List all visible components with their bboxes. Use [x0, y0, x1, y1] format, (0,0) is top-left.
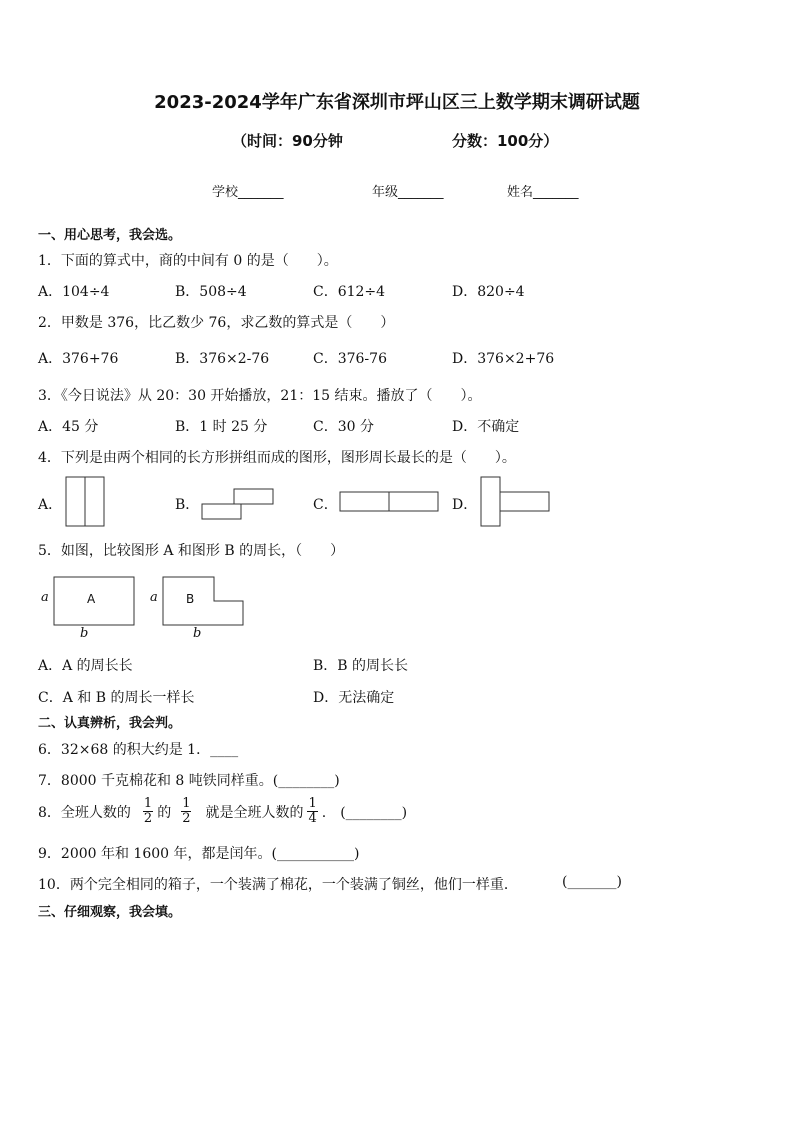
q1-option-c: C．612÷4	[313, 284, 386, 300]
q5-shape-b	[163, 577, 243, 625]
q5-shape-a-label: A	[87, 592, 96, 606]
q8-middle-2: 就是全班人数的	[205, 804, 304, 821]
q8-f3-numerator: 1	[308, 796, 317, 811]
question-6: 6．32×68 的积大约是 1．____	[38, 742, 239, 758]
q10-answer-blank: (_______)	[562, 874, 622, 890]
q5-label-b-side-2: b	[193, 626, 202, 641]
question-2: 2．甲数是 376，比乙数少 76，求乙数的算式是（ ）	[38, 315, 395, 331]
q5-label-a-side-2: a	[150, 590, 158, 605]
q1-option-d: D．820÷4	[452, 284, 525, 300]
q8-suffix: . (________)	[321, 804, 408, 821]
q8-f1-numerator: 1	[143, 796, 153, 811]
q1-option-a: A．104÷4	[38, 284, 110, 300]
q4-option-c: C．	[313, 497, 338, 513]
q3-option-d: D．不确定	[452, 419, 520, 435]
question-4: 4．下列是由两个相同的长方形拼组而成的图形，图形周长最长的是（ ）。	[38, 450, 516, 466]
q5-label-a-side: a	[41, 590, 49, 605]
section-3-heading: 三、仔细观察，我会填。	[38, 905, 182, 920]
q8-f2-denominator: 2	[182, 811, 191, 826]
q5-option-c: C．A 和 B 的周长一样长	[38, 690, 195, 706]
question-3: 3．《今日说法》从 20：30 开始播放，21：15 结束。播放了（ ）。	[38, 388, 482, 404]
question-7: 7．8000 千克棉花和 8 吨铁同样重。(________)	[38, 773, 340, 789]
q8-middle-1: 的	[157, 804, 172, 821]
section-2-heading: 二、认真辨析，我会判。	[38, 716, 182, 731]
q5-label-b-side: b	[80, 626, 89, 641]
section-1-heading: 一、用心思考，我会选。	[38, 228, 182, 243]
q5-shape-b-label: B	[186, 592, 195, 606]
q2-option-a: A．376+76	[38, 351, 119, 367]
question-8	[38, 797, 407, 826]
question-9: 9．2000 年和 1600 年，都是闰年。(___________)	[38, 846, 360, 862]
question-10: 10．两个完全相同的箱子，一个装满了棉花，一个装满了铜丝，他们一样重．	[38, 877, 518, 893]
page-title: 2023-2024学年广东省深圳市坪山区三上数学期末调研试题	[154, 92, 640, 113]
q8-fraction-2	[181, 797, 191, 826]
q3-option-a: A．45 分	[38, 419, 99, 435]
q2-option-d: D．376×2+76	[452, 351, 555, 367]
q5-option-a: A．A 的周长长	[38, 658, 133, 674]
exam-score: 分数：100分）	[452, 132, 559, 150]
q8-f2-numerator: 1	[182, 796, 191, 811]
question-1: 1．下面的算式中，商的中间有 0 的是（ ）。	[38, 253, 338, 269]
q2-option-c: C．376-76	[313, 351, 387, 367]
q8-f3-denominator: 4	[308, 811, 317, 826]
q8-prefix: 8．全班人数的	[38, 804, 131, 821]
name-field: 姓名_______	[507, 185, 579, 200]
q2-option-b: B．376×2-76	[175, 351, 270, 367]
q4-option-b: B．	[175, 497, 200, 513]
grade-field: 年级_______	[372, 185, 444, 200]
exam-time: （时间：90分钟	[232, 132, 343, 150]
q4-option-a: A．	[38, 497, 63, 513]
q3-option-c: C．30 分	[313, 419, 374, 435]
q8-fraction-3	[307, 797, 317, 826]
q8-f1-denominator: 2	[143, 811, 153, 826]
school-field: 学校_______	[212, 185, 284, 200]
q3-option-b: B．1 时 25 分	[175, 419, 268, 435]
q1-option-b: B．508÷4	[175, 284, 247, 300]
q4-option-d: D．	[452, 497, 478, 513]
q5-option-b: B．B 的周长长	[313, 658, 409, 674]
question-5: 5．如图，比较图形 A 和图形 B 的周长，（ ）	[38, 543, 345, 559]
q5-option-d: D．无法确定	[313, 690, 395, 706]
q8-fraction-1	[143, 797, 153, 826]
